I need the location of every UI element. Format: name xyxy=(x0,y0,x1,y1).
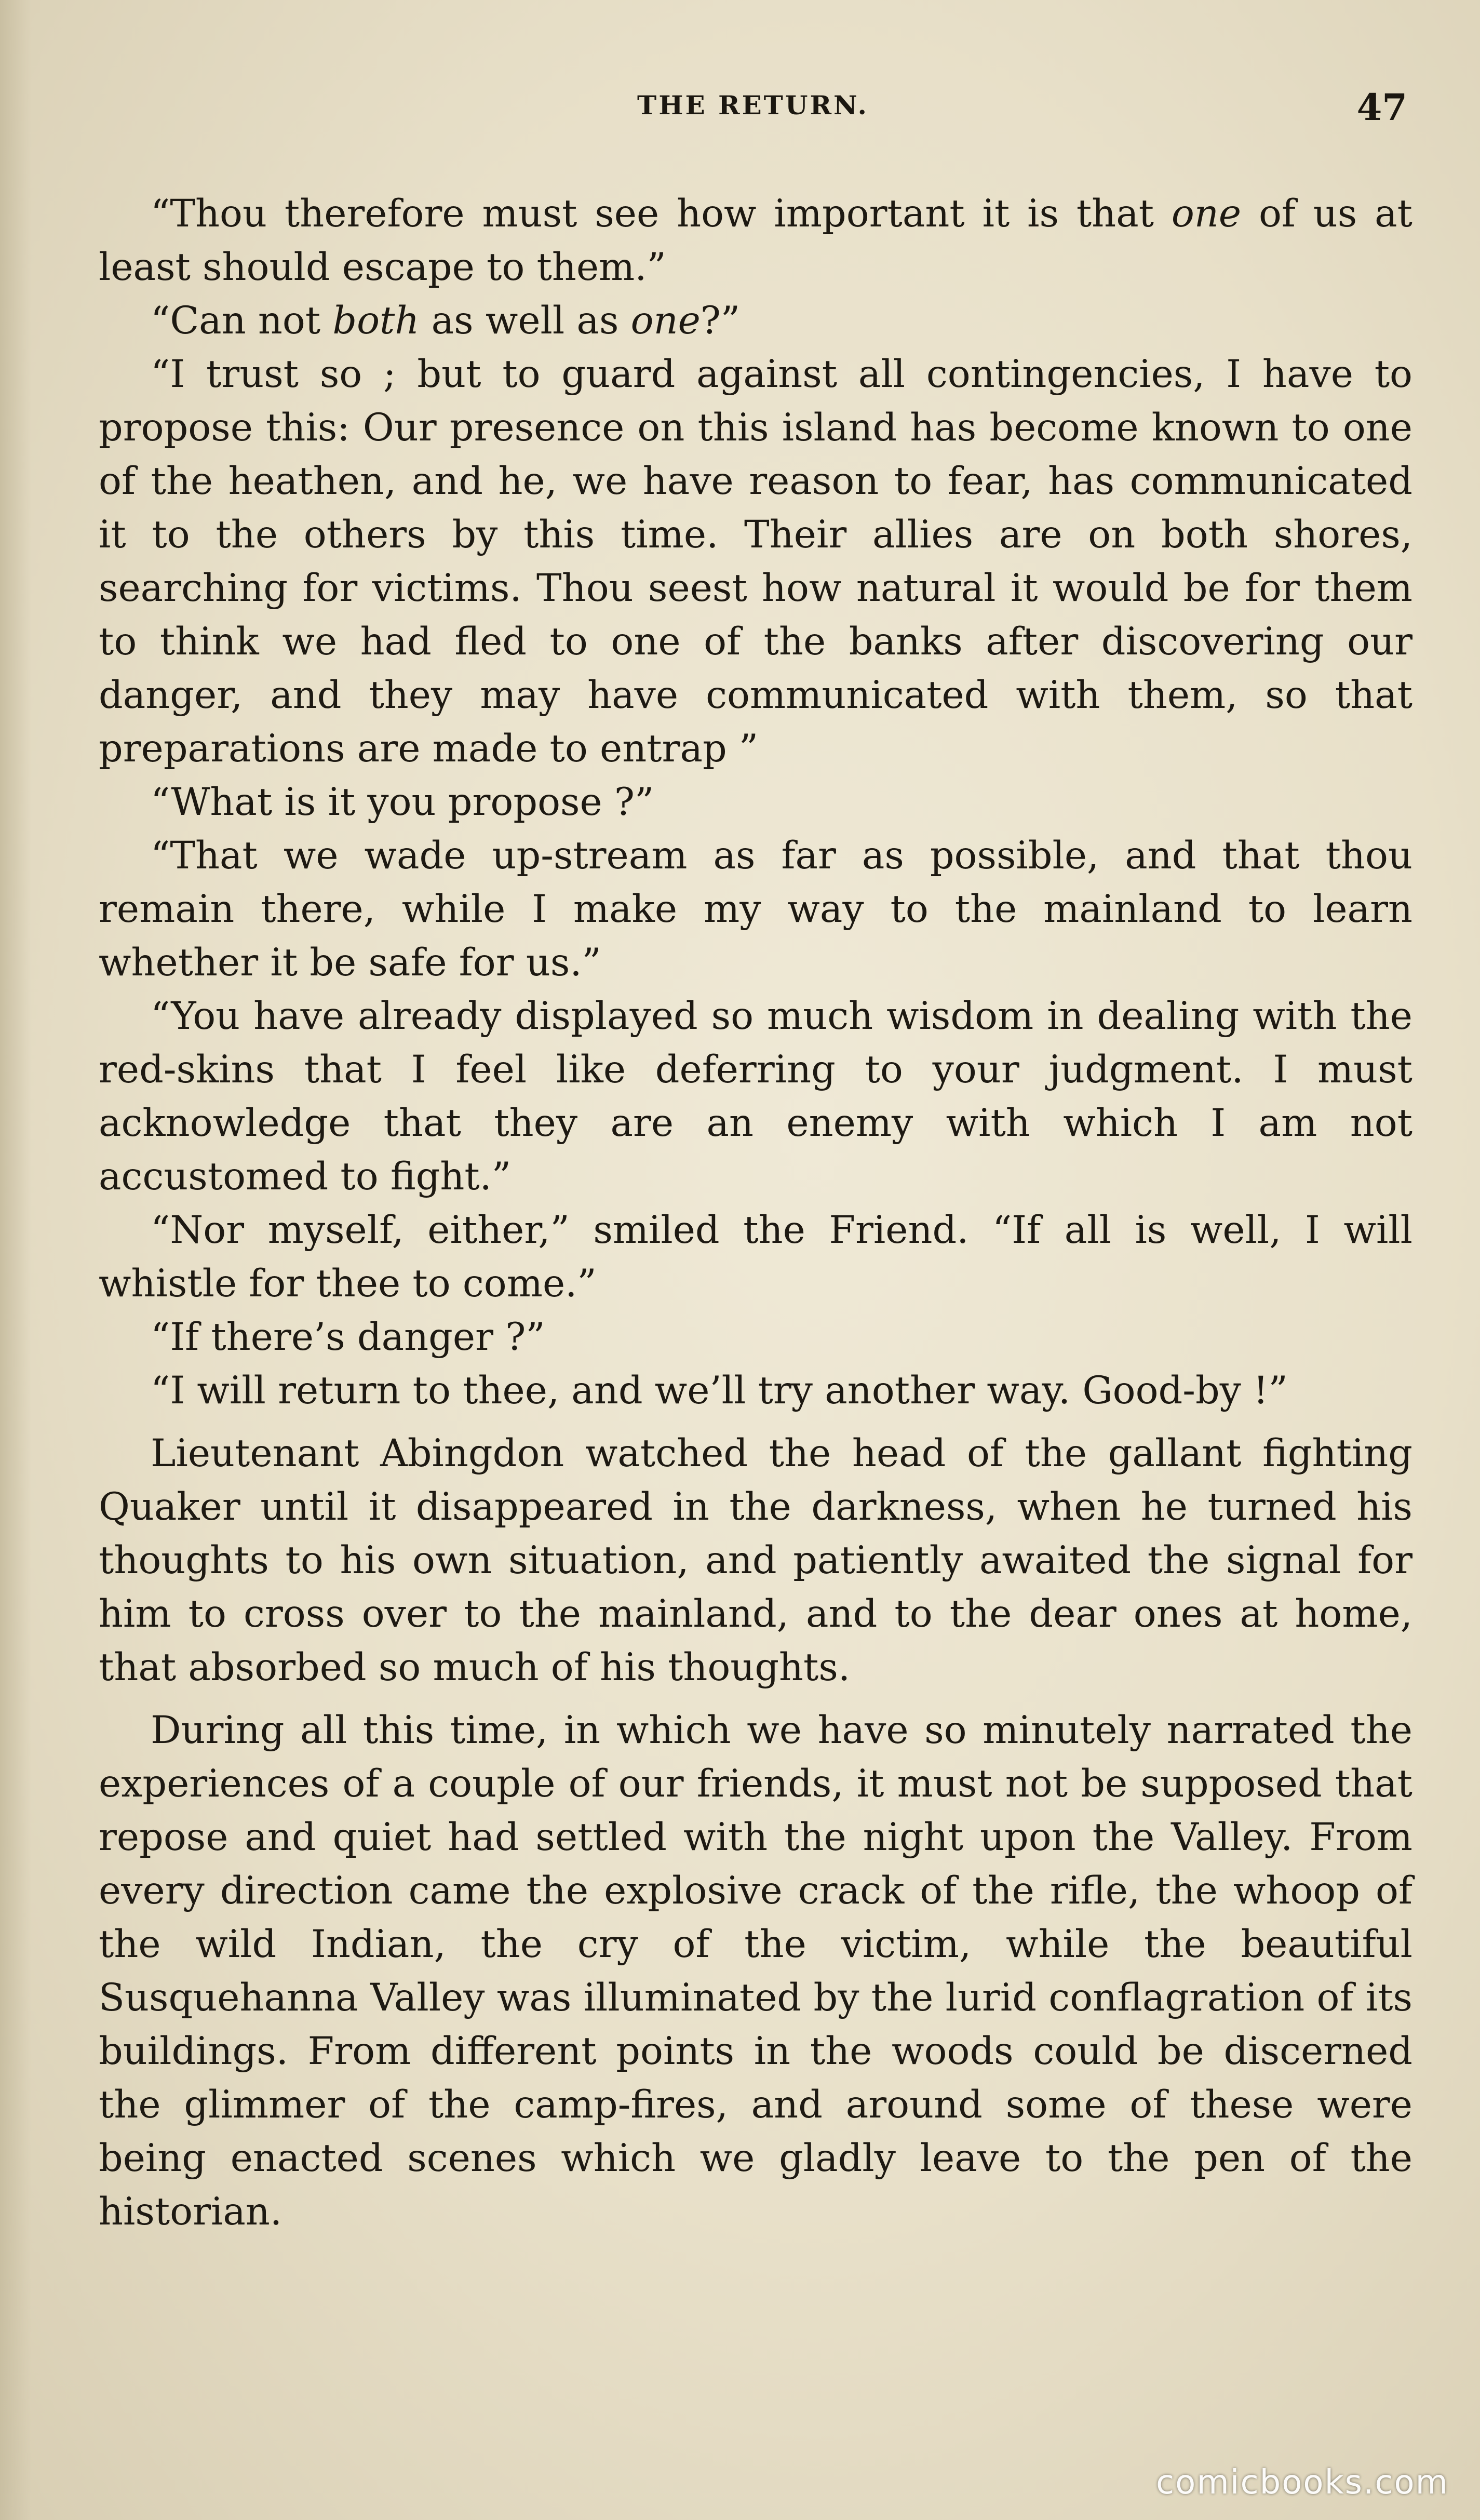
page-header xyxy=(99,86,1407,143)
text-run: “That we wade up-stream as far as possible, and that thou remain there, while I make my way to the mainland to learn whether it be safe for us.” xyxy=(99,834,1412,985)
paragraph xyxy=(99,1364,1412,1417)
body-text xyxy=(99,187,1412,2238)
text-run: “You have already displayed so much wisdom in dealing with the red-skins that I feel like deferring to your judgment. I must acknowledge that they are an enemy with which I am not accustomed to fight.” xyxy=(99,994,1412,1199)
paragraph xyxy=(99,1310,1412,1364)
paragraph xyxy=(99,1427,1412,1694)
watermark: comicbooks.com xyxy=(1155,2463,1449,2502)
paragraph xyxy=(99,347,1412,775)
running-head: THE RETURN. xyxy=(637,90,869,120)
text-run: “If there’s danger ?” xyxy=(151,1315,545,1359)
text-run: of us at least should escape to them.” xyxy=(99,192,1412,289)
text-run: “What is it you propose ?” xyxy=(151,780,654,824)
page-edge-shadow xyxy=(0,0,31,2520)
paragraph xyxy=(99,294,1412,347)
paragraph xyxy=(99,187,1412,294)
paragraph xyxy=(99,829,1412,989)
text-run: Lieutenant Abingdon watched the head of the gallant fighting Quaker until it disappeared in the darkness, when he turned his thoughts to his own situation, and patiently awaited the signal for him to cross over to the mainland, and to the dear ones at home, that absorbed so much of his thoughts. xyxy=(99,1431,1412,1690)
text-run: “I trust so ; but to guard against all contingencies, I have to propose this: Our presence on this island has become known to one of the heathen, and he, we have reason to fear, has communicated it to the others by this time. Their allies are on both shores, searching for victims. Thou seest how natural it would be for them to think we had fled to one of the banks after discovering our danger, and they may have communicated with them, so that preparations are made to entrap ” xyxy=(99,352,1412,771)
paragraph xyxy=(99,775,1412,829)
page-number: 47 xyxy=(1356,86,1407,129)
text-run: During all this time, in which we have so minutely narrated the experiences of a couple of our friends, it must not be supposed that repose and quiet had settled with the night upon the Valley. From every direction came the explosive crack of the rifle, the whoop of the wild Indian, the cry of the victim, while the beautiful Susquehanna Valley was illuminated by the lurid conflagration of its buildings. From different points in the woods could be discerned the glimmer of the camp-fires, and around some of these were being enacted scenes which we gladly leave to the pen of the historian. xyxy=(99,1708,1412,2234)
text-run: as well as xyxy=(419,299,631,343)
paragraph xyxy=(99,989,1412,1203)
italic-run: one xyxy=(630,299,701,343)
text-run: “Nor myself, either,” smiled the Friend. “If all is well, I will whistle for thee to come.” xyxy=(99,1208,1412,1306)
italic-run: both xyxy=(332,299,420,343)
text-run: ?” xyxy=(700,299,741,343)
text-run: “Thou therefore must see how important it is that xyxy=(151,192,1172,236)
italic-run: one xyxy=(1171,192,1242,236)
paragraph xyxy=(99,1704,1412,2238)
text-run: “Can not xyxy=(151,299,333,343)
paragraph xyxy=(99,1203,1412,1310)
text-run: “I will return to thee, and we’ll try another way. Good-by !” xyxy=(151,1369,1288,1413)
